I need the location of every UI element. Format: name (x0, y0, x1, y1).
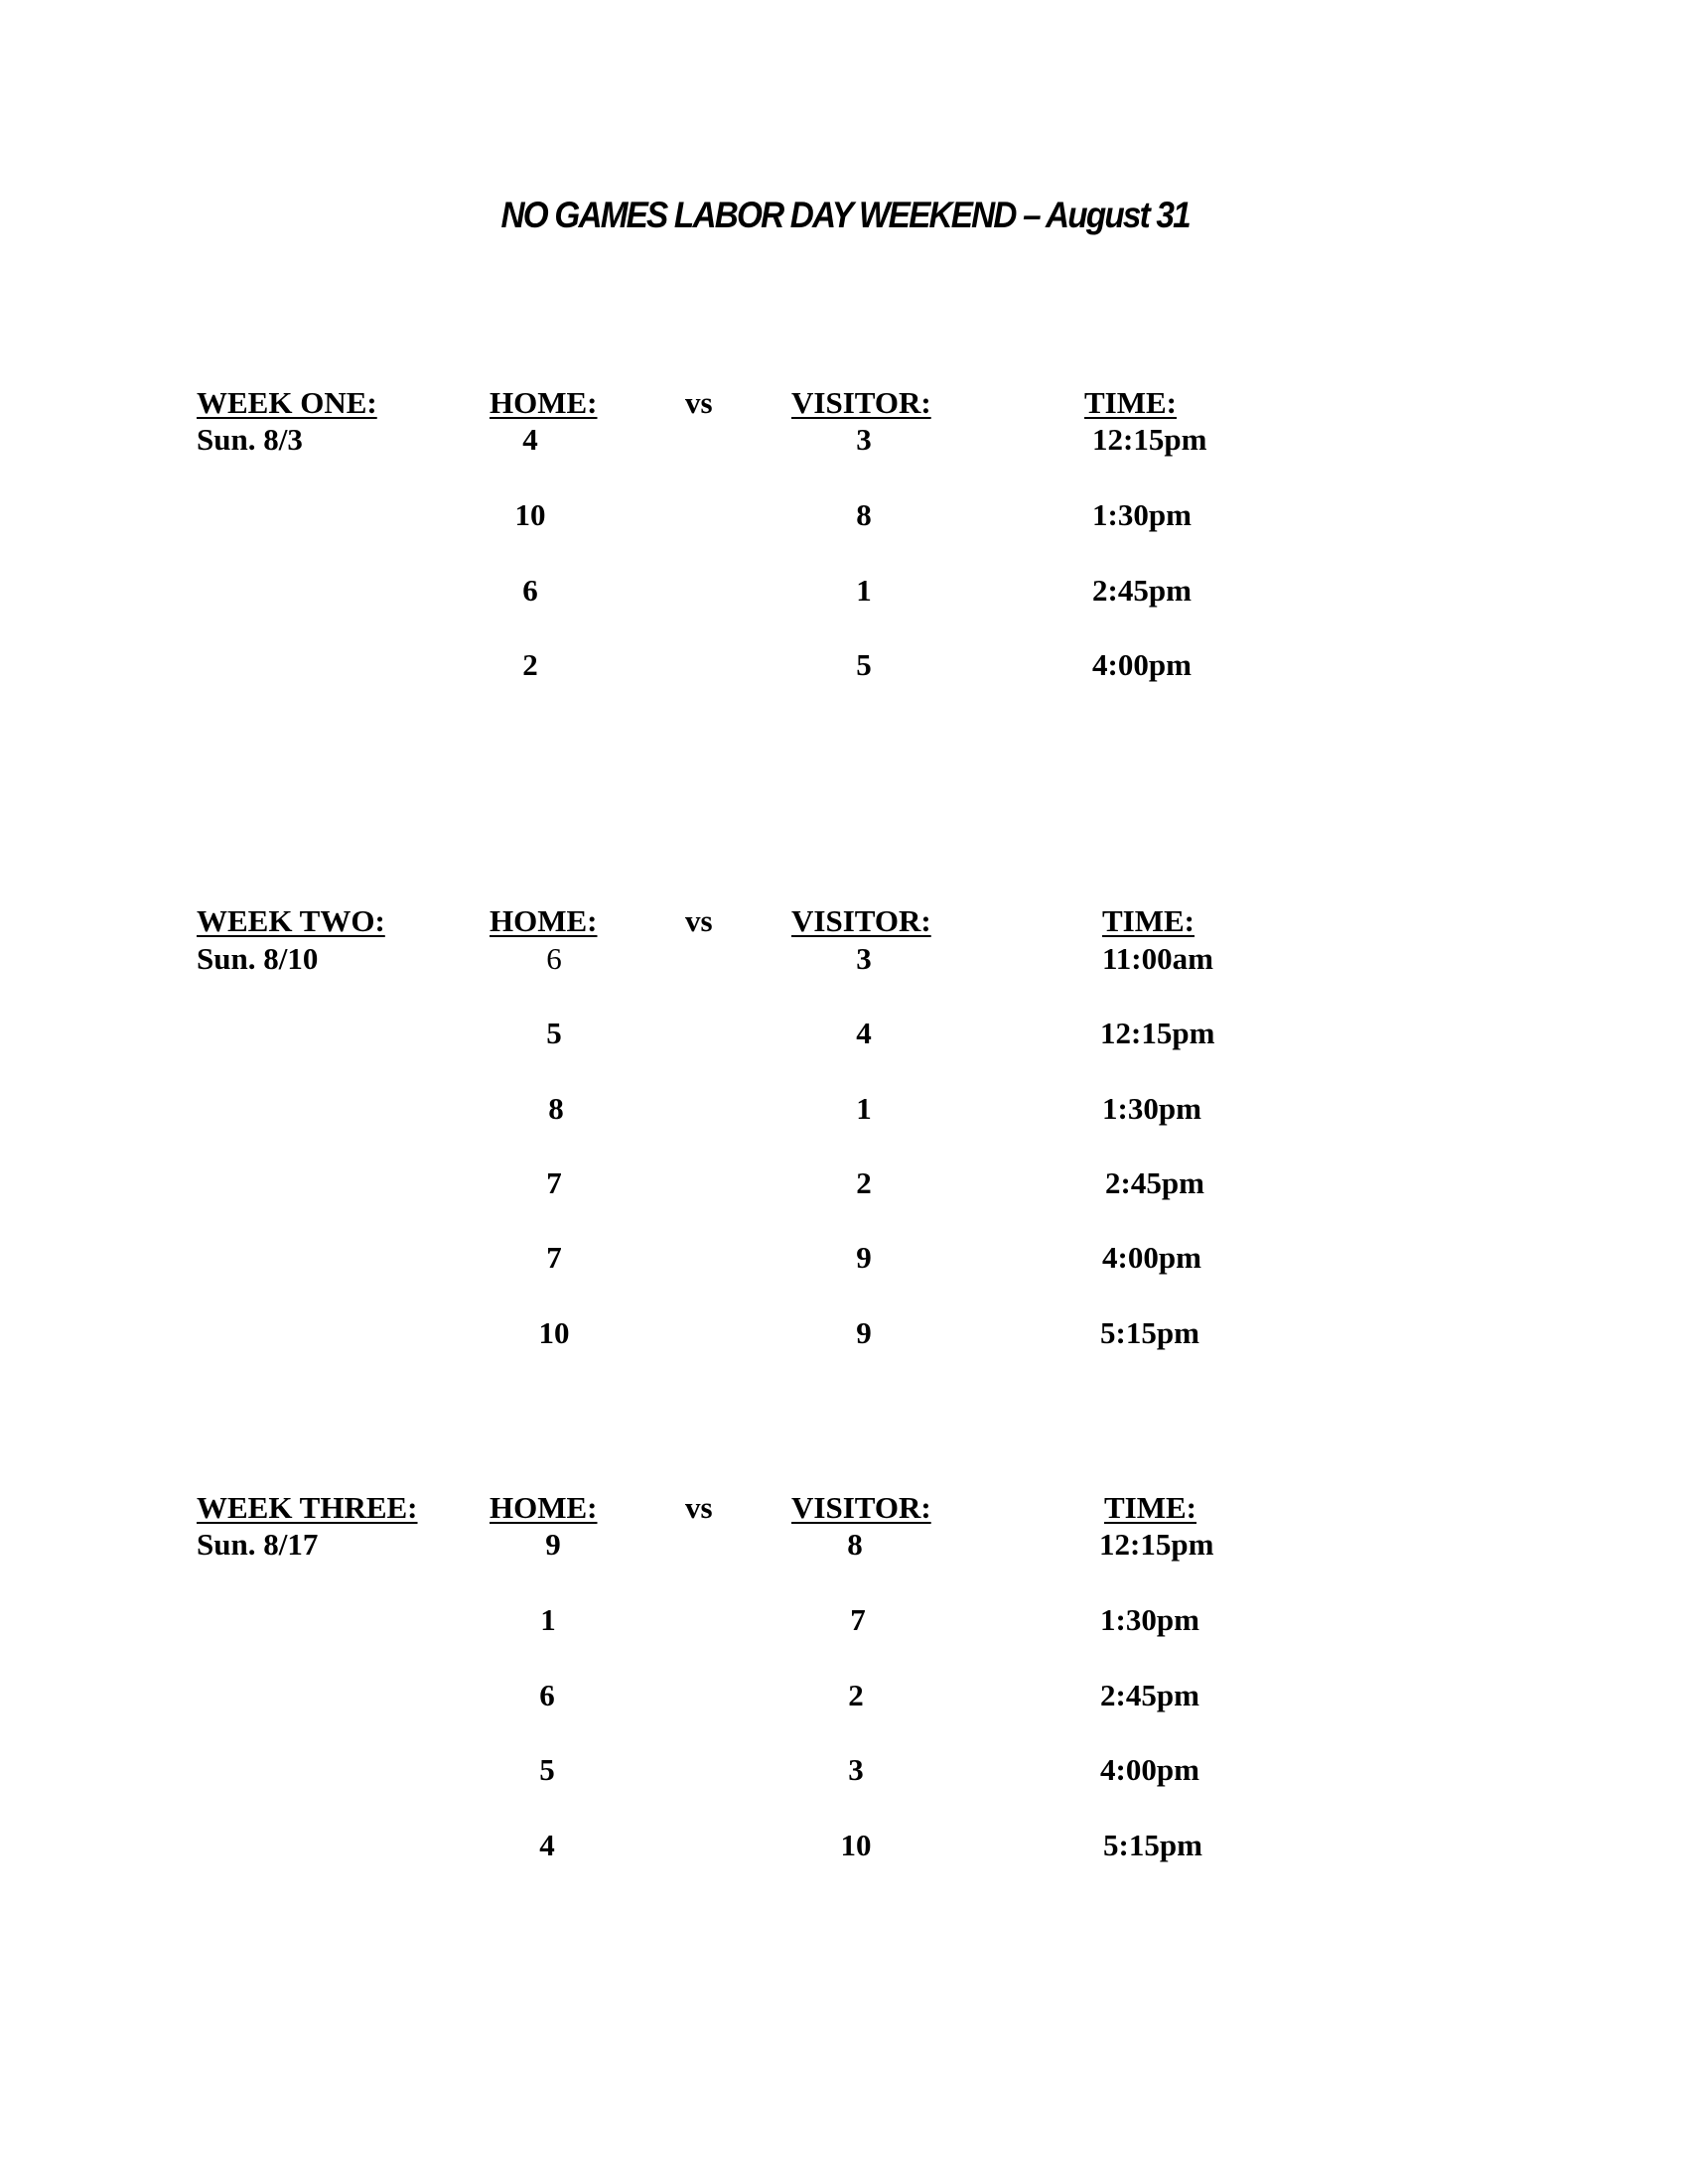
visitor-team: 9 (856, 1315, 872, 1350)
time-header: TIME: (1104, 1490, 1196, 1525)
game-time: 1:30pm (1100, 1602, 1199, 1637)
game-time: 1:30pm (1092, 497, 1192, 532)
visitor-team: 2 (848, 1678, 864, 1712)
week-label: WEEK TWO: (197, 903, 385, 938)
game-time: 2:45pm (1092, 573, 1192, 608)
time-header: TIME: (1102, 903, 1195, 938)
home-header: HOME: (490, 385, 598, 420)
home-team: 7 (546, 1240, 562, 1275)
home-team: 6 (546, 941, 562, 976)
home-team: 6 (522, 573, 538, 608)
visitor-team: 9 (856, 1240, 872, 1275)
visitor-team: 3 (856, 941, 872, 976)
visitor-team: 1 (856, 573, 872, 608)
home-header: HOME: (490, 903, 598, 938)
game-time: 2:45pm (1100, 1678, 1199, 1712)
week-date: Sun. 8/10 (197, 941, 319, 976)
game-time: 12:15pm (1100, 1016, 1215, 1050)
home-team: 4 (522, 422, 538, 457)
game-time: 1:30pm (1102, 1091, 1201, 1126)
page-title: NO GAMES LABOR DAY WEEKEND – August 31 (500, 195, 1190, 235)
home-team: 7 (546, 1165, 562, 1200)
home-team: 8 (548, 1091, 564, 1126)
home-team: 10 (514, 497, 546, 532)
visitor-team: 1 (856, 1091, 872, 1126)
home-header: HOME: (490, 1490, 598, 1525)
vs-label: vs (685, 903, 713, 938)
visitor-header: VISITOR: (791, 903, 931, 938)
week-date: Sun. 8/17 (197, 1527, 319, 1562)
visitor-team: 8 (856, 497, 872, 532)
vs-label: vs (685, 1490, 713, 1525)
visitor-header: VISITOR: (791, 1490, 931, 1525)
home-team: 4 (539, 1828, 555, 1862)
week-label: WEEK THREE: (197, 1490, 418, 1525)
game-time: 5:15pm (1100, 1315, 1199, 1350)
visitor-team: 8 (847, 1527, 863, 1562)
game-time: 2:45pm (1105, 1165, 1204, 1200)
visitor-team: 5 (856, 647, 872, 682)
home-team: 5 (546, 1016, 562, 1050)
vs-label: vs (685, 385, 713, 420)
home-team: 5 (539, 1752, 555, 1787)
visitor-header: VISITOR: (791, 385, 931, 420)
game-time: 11:00am (1102, 941, 1213, 976)
home-team: 1 (540, 1602, 556, 1637)
home-team: 9 (545, 1527, 561, 1562)
visitor-team: 4 (856, 1016, 872, 1050)
time-header: TIME: (1084, 385, 1177, 420)
week-date: Sun. 8/3 (197, 422, 303, 457)
visitor-team: 10 (840, 1828, 872, 1862)
visitor-team: 3 (856, 422, 872, 457)
game-time: 12:15pm (1099, 1527, 1214, 1562)
home-team: 10 (538, 1315, 570, 1350)
game-time: 12:15pm (1092, 422, 1207, 457)
game-time: 5:15pm (1103, 1828, 1202, 1862)
game-time: 4:00pm (1102, 1240, 1201, 1275)
game-time: 4:00pm (1092, 647, 1192, 682)
visitor-team: 2 (856, 1165, 872, 1200)
home-team: 2 (522, 647, 538, 682)
home-team: 6 (539, 1678, 555, 1712)
visitor-team: 7 (850, 1602, 866, 1637)
game-time: 4:00pm (1100, 1752, 1199, 1787)
visitor-team: 3 (848, 1752, 864, 1787)
week-label: WEEK ONE: (197, 385, 377, 420)
